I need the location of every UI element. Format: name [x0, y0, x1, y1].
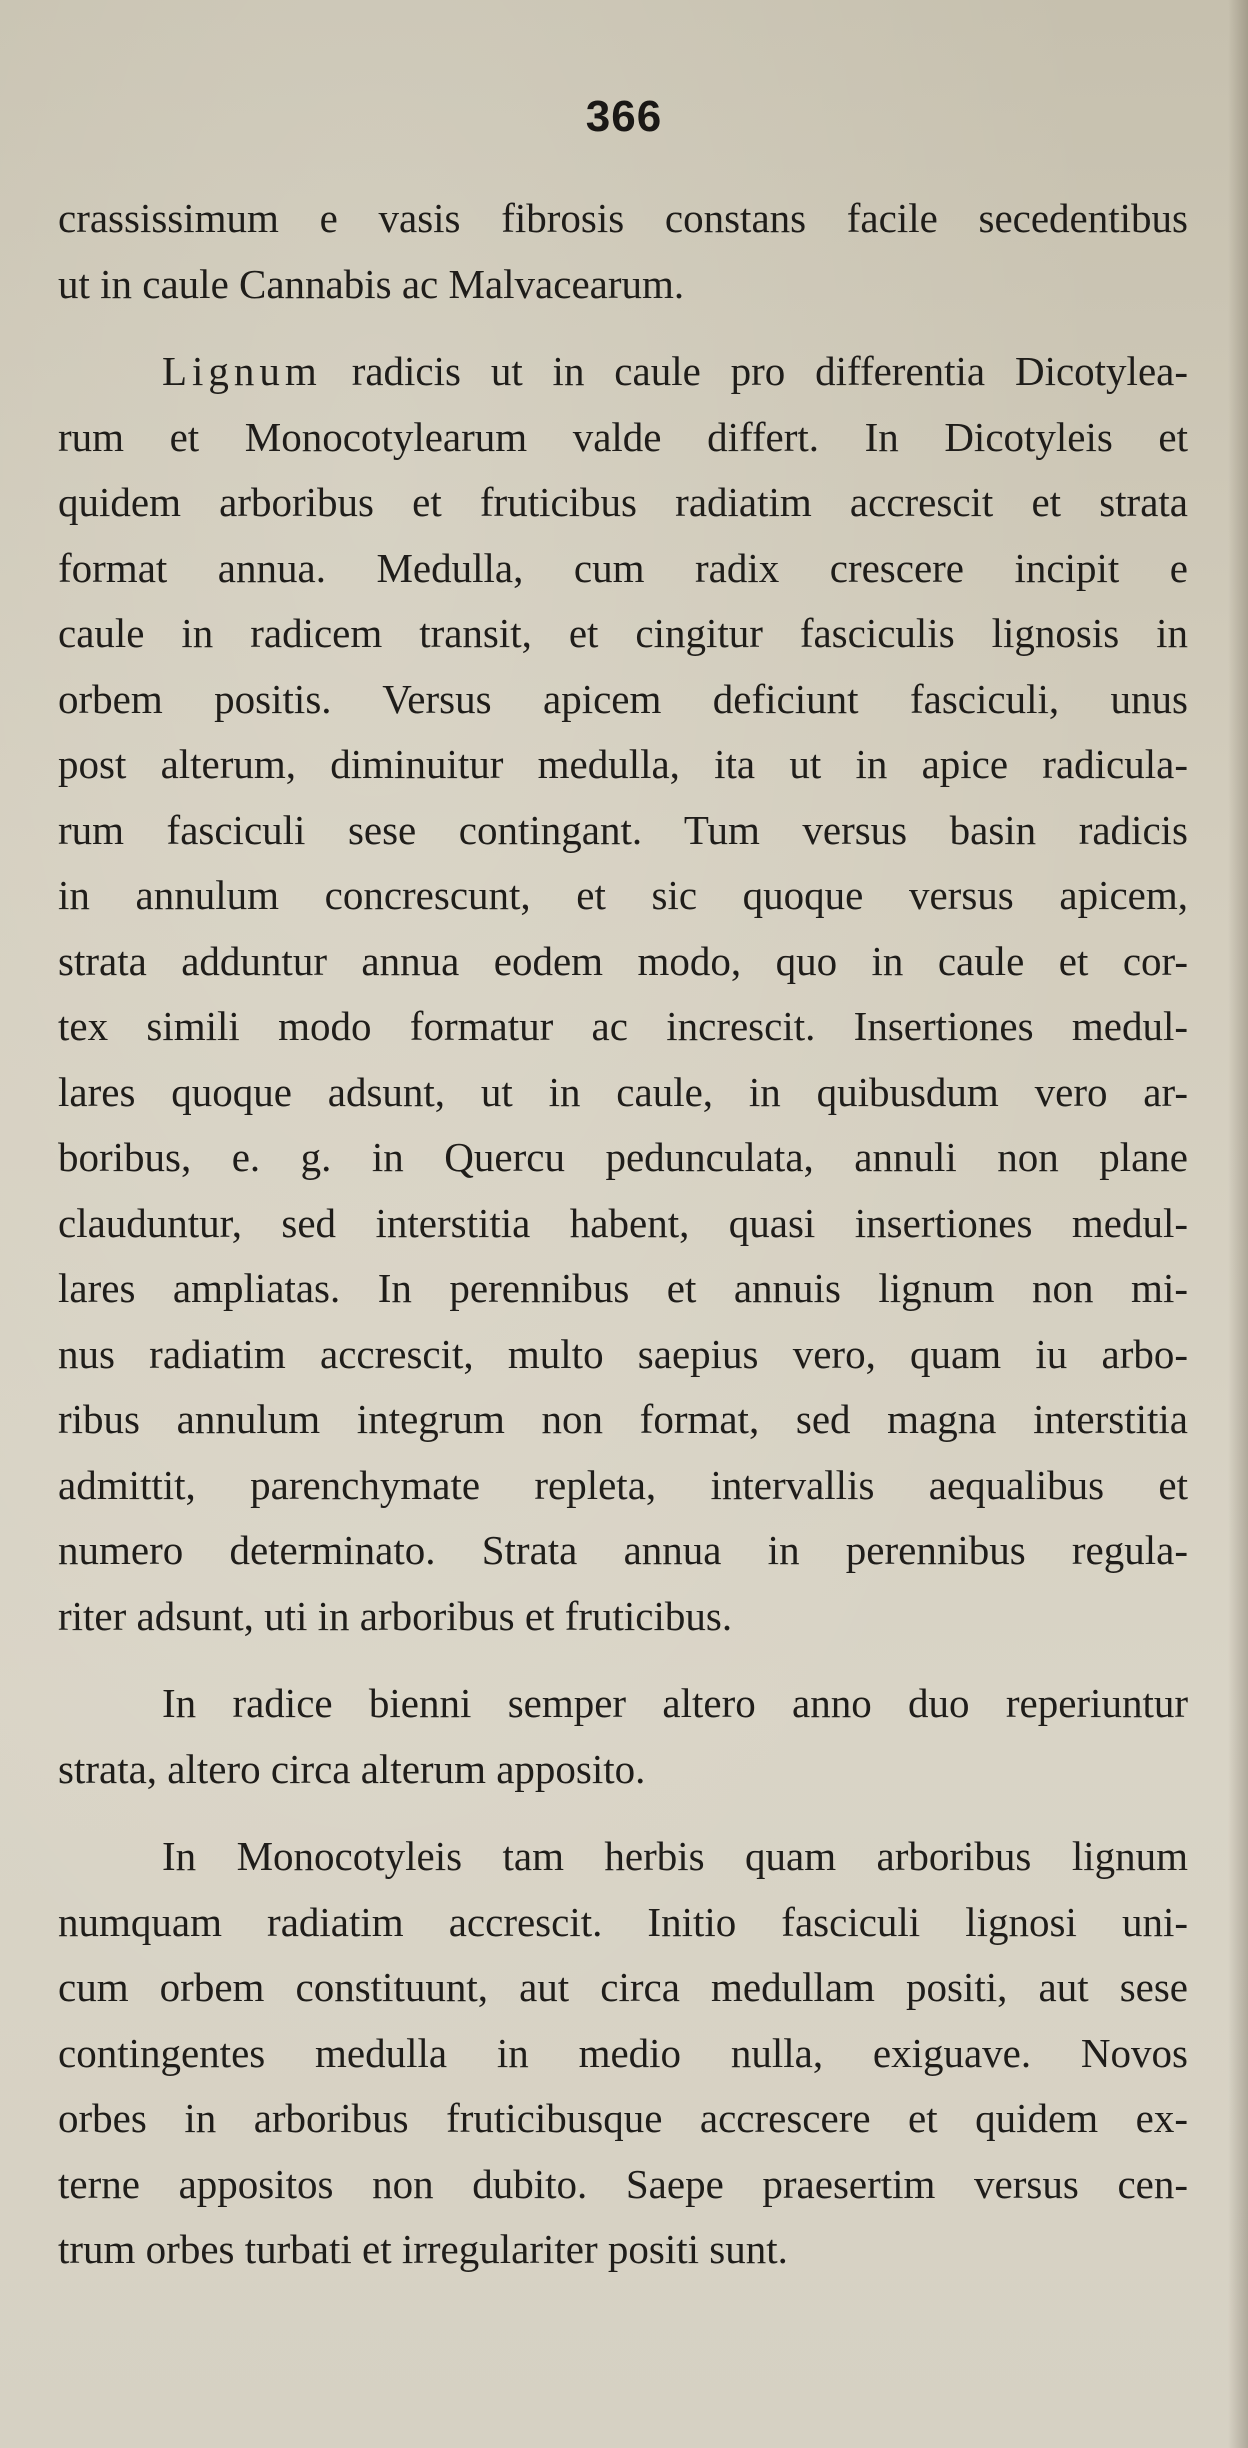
text-line: riter adsunt, uti in arboribus et fruticibus. [58, 1592, 733, 1639]
text-line: admittit, parenchymate repleta, intervallis aequalibus et [58, 1461, 1188, 1508]
text-line: terne appositos non dubito. Saepe praesertim versus cen- [58, 2160, 1188, 2207]
text-line: in annulum concrescunt, et sic quoque versus apicem, [58, 872, 1188, 918]
text-line: post alterum, diminuitur medulla, ita ut in apice radicula- [58, 741, 1188, 787]
text-line: crassissimum e vasis fibrosis constans facile secedentibus [58, 195, 1188, 241]
page-number: 366 [585, 92, 663, 141]
text-line: lares ampliatas. In perennibus et annuis lignum non mi- [58, 1265, 1188, 1311]
text-line: lares quoque adsunt, ut in caule, in quibusdum vero ar- [58, 1068, 1188, 1115]
text-line: ut in caule Cannabis ac Malvacearum. [58, 260, 685, 307]
line-remainder: radicis ut in caule pro differentia Dicotylea- [351, 348, 1188, 394]
text-line: tex simili modo formatur ac increscit. Insertiones medul- [58, 1003, 1188, 1049]
text-line: rum fasciculi sese contingant. Tum versus basin radicis [58, 806, 1188, 853]
text-line: numero determinato. Strata annua in perennibus regula- [58, 1527, 1188, 1573]
text-line: rum et Monocotylearum valde differt. In Dicotyleis et [58, 413, 1188, 460]
text-line [58, 339, 1188, 405]
text-line: orbes in arboribus fruticibusque accrescere et quidem ex- [58, 2095, 1188, 2141]
text-line: boribus, e. g. in Quercu pedunculata, annuli non plane [58, 1134, 1188, 1180]
lead-word: Lignum [162, 348, 322, 394]
text-line: In Monocotyleis tam herbis quam arboribus lignum [162, 1833, 1188, 1879]
text-line: In radice bienni semper altero anno duo reperiuntur [162, 1680, 1188, 1726]
text-line: clauduntur, sed interstitia habent, quasi insertiones medul- [58, 1199, 1188, 1246]
text-line: contingentes medulla in medio nulla, exiguave. Novos [58, 2029, 1188, 2076]
text-line: trum orbes turbati et irregulariter positi sunt. [58, 2226, 788, 2272]
text-line: strata adduntur annua eodem modo, quo in caule et cor- [58, 937, 1188, 984]
text-line: cum orbem constituunt, aut circa medullam positi, aut sese [58, 1964, 1188, 2010]
paragraph-1 [58, 186, 1188, 317]
text-line: orbem positis. Versus apicem deficiunt fasciculi, unus [58, 675, 1188, 722]
paragraph-4 [58, 1824, 1188, 2283]
text-line: ribus annulum integrum non format, sed magna interstitia [58, 1396, 1188, 1442]
text-line: strata, altero circa alterum apposito. [58, 1745, 646, 1792]
text-line: numquam radiatim accrescit. Initio fasciculi lignosi uni- [58, 1898, 1188, 1945]
page-edge-shadow [1228, 0, 1248, 2448]
text-line: format annua. Medulla, cum radix crescere incipit e [58, 544, 1188, 591]
text-line: caule in radicem transit, et cingitur fasciculis lignosis in [58, 610, 1188, 656]
body-text [58, 186, 1188, 2283]
text-line: nus radiatim accrescit, multo saepius vero, quam iu arbo- [58, 1330, 1188, 1377]
text-line: quidem arboribus et fruticibus radiatim accrescit et strata [58, 479, 1188, 525]
paragraph-2 [58, 339, 1188, 1649]
paragraph-3 [58, 1671, 1188, 1802]
